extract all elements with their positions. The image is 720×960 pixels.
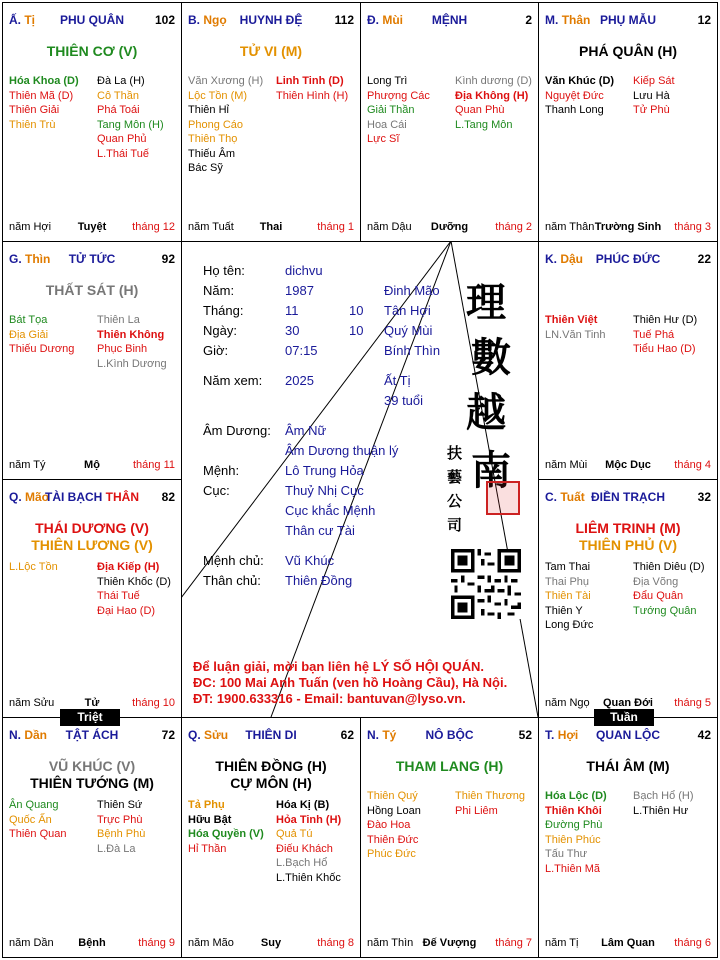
small-seal-text: 扶 藝 公 司	[447, 444, 463, 534]
minor-stars-left	[188, 798, 264, 856]
triet-tag: Triệt	[60, 709, 120, 726]
minor-star: Đẩu Quân	[633, 590, 684, 602]
label-ho-ten: Họ tên:	[203, 263, 245, 278]
palace-can: B.	[188, 13, 200, 27]
palace-footer	[367, 221, 532, 235]
footer-month: tháng 1	[317, 221, 354, 233]
palace-title: TỬ TỨC	[68, 252, 116, 266]
minor-star: Tam Thai	[545, 561, 591, 573]
palace-can: Ấ.	[9, 13, 21, 27]
tuan-tag: Tuần	[594, 709, 654, 726]
minor-star: Thai Phụ	[545, 575, 590, 588]
than-marker: THÂN	[105, 490, 139, 504]
minor-star: Phượng Các	[367, 89, 430, 102]
minor-star: Quốc Ấn	[9, 813, 52, 826]
main-star: THÁI DƯƠNG (V)	[35, 520, 149, 536]
main-star: CỰ MÔN (H)	[230, 775, 312, 791]
palace-can: Đ.	[367, 13, 379, 27]
palace-title: HUYNH ĐỆ	[239, 13, 303, 27]
palace-name	[539, 490, 717, 504]
palace-name	[182, 13, 360, 27]
palace-footer	[9, 459, 175, 473]
palace-footer	[9, 937, 175, 951]
minor-star: Hóa Kị (B)	[276, 799, 330, 811]
minor-star: Hồng Loan	[367, 804, 421, 817]
palace-cell-dau	[538, 241, 718, 480]
minor-star: Trực Phù	[97, 813, 143, 826]
footer-year: năm Thân	[545, 221, 595, 233]
palace-cell-suu	[181, 717, 361, 958]
minor-star: L.Bạch Hổ	[276, 857, 328, 869]
footer-phase: Đế Vượng	[422, 937, 477, 949]
minor-star: Tuế Phá	[633, 328, 675, 341]
value-gio-can-chi: Bính Thìn	[384, 343, 441, 358]
minor-stars-right	[633, 560, 705, 618]
minor-star: Địa Võng	[633, 575, 679, 588]
minor-star: Thiên Đức	[367, 833, 419, 846]
palace-number: 12	[697, 13, 711, 27]
palace-footer	[188, 937, 354, 951]
minor-star: L.Thiên Mã	[545, 862, 601, 875]
palace-chi: Mùi	[382, 13, 404, 27]
minor-star: Thiên Không	[97, 328, 165, 341]
value-thang-am: 10	[349, 303, 364, 318]
footer-phase: Dưỡng	[430, 221, 469, 233]
minor-stars-left	[9, 560, 58, 575]
palace-cell-hoi	[538, 717, 718, 958]
main-star: VŨ KHÚC (V)	[48, 758, 136, 774]
palace-name	[3, 728, 181, 742]
palace-can: Q.	[9, 490, 22, 504]
palace-footer	[367, 937, 532, 951]
minor-star: L.Kình Dương	[97, 357, 167, 370]
main-star: THIÊN ĐỒNG (H)	[215, 758, 327, 774]
minor-stars-right	[633, 789, 694, 818]
minor-star: Thiên La	[97, 314, 140, 326]
minor-star: Bát Tọa	[9, 314, 48, 326]
palace-chi: Mão	[25, 490, 50, 504]
minor-star: Thiên Trù	[9, 118, 56, 131]
contact-line-3: ĐT: 1900.633316 - Email: bantuvan@lyso.vn.	[193, 691, 466, 706]
footer-month: tháng 11	[132, 459, 175, 471]
value-thang-can-chi: Tân Hợi	[384, 303, 431, 318]
main-star: THIÊN CƠ (V)	[46, 43, 138, 59]
footer-month: tháng 8	[317, 937, 354, 949]
footer-month: tháng 12	[132, 221, 175, 233]
main-star: THÁI ÂM (M)	[586, 758, 670, 774]
qr-code-icon	[451, 549, 521, 619]
palace-number: 62	[340, 728, 354, 742]
value-nam-xem-can-chi: Ất Tị	[384, 373, 411, 388]
value-tuoi: 39 tuổi	[384, 393, 424, 408]
label-menh: Mệnh:	[203, 463, 240, 478]
footer-year: năm Dậu	[367, 221, 412, 233]
main-star: THẤT SÁT (H)	[45, 282, 139, 298]
palace-name	[3, 252, 181, 266]
minor-star: Lực Sĩ	[367, 133, 400, 145]
palace-number: 82	[161, 490, 175, 504]
minor-star: Địa Không (H)	[455, 89, 529, 102]
label-nam-xem: Năm xem:	[203, 373, 263, 388]
label-gio: Giờ:	[203, 343, 229, 358]
minor-star: Văn Khúc (D)	[545, 75, 615, 87]
palace-chi: Thân	[561, 13, 591, 27]
minor-star: Thiên Hình (H)	[276, 89, 349, 102]
calligraphy-logo: 理 數 越 南	[466, 279, 511, 494]
palace-chi: Sửu	[204, 728, 229, 742]
minor-star: Đường Phù	[545, 819, 603, 831]
palace-footer	[545, 221, 711, 235]
value-nam: 1987	[285, 283, 314, 298]
footer-phase: Mộ	[84, 459, 100, 471]
minor-star: L.Thiên Hư	[633, 804, 689, 817]
footer-year: năm Sửu	[9, 697, 55, 709]
main-star: TỬ VI (M)	[239, 43, 303, 59]
minor-star: Đà La (H)	[97, 75, 145, 87]
minor-stars-left	[9, 313, 74, 357]
palace-name	[182, 728, 360, 742]
value-cuc: Thuỷ Nhị Cục	[285, 483, 364, 498]
footer-year: năm Ngọ	[545, 697, 590, 709]
footer-month: tháng 6	[674, 937, 711, 949]
minor-star: Hữu Bật	[188, 813, 232, 826]
minor-star: Thiên Thọ	[188, 133, 238, 145]
palace-number: 92	[161, 252, 175, 266]
minor-star: Hóa Lộc (D)	[545, 790, 607, 802]
palace-name	[539, 13, 717, 27]
palace-cell-ngo	[181, 2, 361, 242]
footer-month: tháng 2	[495, 221, 532, 233]
footer-year: năm Tuất	[188, 221, 234, 233]
minor-star: Hỏa Tinh (H)	[276, 813, 342, 826]
minor-star: Địa Kiếp (H)	[97, 561, 160, 573]
footer-phase: Tuyệt	[77, 221, 107, 233]
palace-name	[539, 252, 717, 266]
minor-stars-left	[545, 789, 607, 876]
minor-stars-left	[9, 74, 79, 132]
minor-star: Quả Tú	[276, 828, 313, 840]
minor-star: Tang Môn (H)	[97, 118, 164, 131]
footer-month: tháng 9	[138, 937, 175, 949]
minor-star: LN.Văn Tinh	[545, 328, 606, 341]
red-seal-stamp	[486, 481, 520, 515]
palace-footer	[545, 937, 711, 951]
minor-star: Phong Cáo	[188, 118, 244, 131]
value-nam-can-chi: Đinh Mão	[384, 283, 440, 298]
value-menh: Lô Trung Hỏa	[285, 463, 364, 478]
palace-chi: Tị	[24, 13, 36, 27]
palace-chi: Ngọ	[203, 13, 227, 27]
value-ngay: 30	[285, 323, 300, 338]
footer-phase: Quan Đới	[603, 697, 653, 709]
minor-star: Thiên Thương	[455, 790, 526, 802]
minor-star: Thái Tuế	[97, 590, 140, 602]
footer-month: tháng 4	[674, 459, 711, 471]
palace-number: 2	[525, 13, 532, 27]
minor-star: Đại Hao (D)	[97, 604, 156, 617]
minor-star: Kiếp Sát	[633, 75, 675, 87]
main-star: THIÊN LƯƠNG (V)	[31, 537, 153, 553]
palace-number: 32	[697, 490, 711, 504]
palace-title: NÔ BỘC	[425, 728, 474, 742]
footer-year: năm Dần	[9, 937, 54, 949]
minor-stars-right	[97, 313, 167, 371]
palace-can: Q.	[188, 728, 201, 742]
minor-stars-right	[455, 789, 525, 818]
footer-phase: Lâm Quan	[601, 937, 655, 949]
value-gio: 07:15	[285, 343, 318, 358]
minor-star: Bệnh Phù	[97, 828, 146, 840]
minor-star: Thiên Quý	[367, 790, 418, 802]
value-menh-chu: Vũ Khúc	[285, 553, 335, 568]
footer-year: năm Tị	[545, 937, 579, 949]
minor-star: Tướng Quân	[633, 604, 697, 617]
minor-star: Long Đức	[545, 619, 594, 631]
footer-phase: Mộc Dục	[605, 459, 651, 471]
minor-stars-left	[188, 74, 263, 176]
minor-star: Bác Sỹ	[188, 162, 223, 174]
palace-number: 42	[697, 728, 711, 742]
chart-center	[181, 241, 538, 717]
palace-chi: Dậu	[560, 252, 584, 266]
minor-star: Thiên Tài	[545, 590, 591, 602]
label-ngay: Ngày:	[203, 323, 237, 338]
palace-chi: Thìn	[25, 252, 51, 266]
minor-star: Hóa Quyền (V)	[188, 828, 264, 840]
minor-star: L.Lộc Tồn	[9, 561, 58, 573]
minor-star: Thiên Hư (D)	[633, 314, 698, 326]
minor-star: Long Trì	[367, 75, 408, 87]
minor-stars-right	[633, 74, 675, 118]
main-star: PHÁ QUÂN (H)	[579, 43, 677, 59]
footer-month: tháng 5	[674, 697, 711, 709]
minor-stars-right	[97, 74, 164, 161]
minor-star: Hoa Cái	[367, 118, 407, 131]
label-nam: Năm:	[203, 283, 235, 298]
palace-number: 72	[161, 728, 175, 742]
palace-can: M.	[545, 13, 559, 27]
minor-star: Địa Giải	[9, 328, 49, 341]
minor-stars-left	[9, 798, 66, 842]
minor-star: Quan Phủ	[97, 133, 147, 145]
palace-cell-thin	[2, 241, 182, 480]
palace-can: G.	[9, 252, 22, 266]
label-am-duong: Âm Dương:	[203, 423, 271, 438]
minor-star: Lưu Hà	[633, 89, 670, 102]
palace-cell-tuat	[538, 479, 718, 718]
palace-cell-mao	[2, 479, 182, 718]
minor-star: Thiên Phúc	[545, 833, 601, 846]
palace-cell-dan	[2, 717, 182, 958]
palace-chi: Tuất	[560, 490, 585, 504]
minor-star: Thiên Khốc (D)	[97, 575, 171, 588]
value-thang: 11	[285, 303, 299, 318]
palace-title: PHỤ MẪU	[600, 13, 656, 27]
minor-star: L.Đà La	[97, 842, 136, 855]
value-am-duong-ly: Âm Dương thuận lý	[285, 443, 399, 458]
minor-star: L.Thiên Khốc	[276, 871, 341, 884]
minor-star: Phục Binh	[97, 343, 148, 355]
minor-star: Hóa Khoa (D)	[9, 75, 79, 87]
footer-phase: Suy	[260, 937, 282, 949]
minor-star: Quan Phù	[455, 104, 505, 116]
palace-chi: Tý	[382, 728, 397, 742]
minor-star: Thiếu Âm	[188, 147, 236, 160]
contact-line-1: Để luận giải, mời bạn liên hệ LÝ SỐ HỘI QUÁN.	[193, 659, 484, 674]
minor-star: Hỉ Thần	[188, 842, 227, 855]
palace-name	[3, 490, 181, 504]
footer-month: tháng 3	[674, 221, 711, 233]
palace-title: THIÊN DI	[245, 728, 297, 742]
minor-star: L.Thái Tuế	[97, 147, 149, 160]
minor-star: Tả Phụ	[188, 799, 225, 811]
minor-star: Phúc Đức	[367, 848, 416, 860]
minor-star: Tiểu Hao (D)	[633, 343, 696, 355]
palace-can: T.	[545, 728, 555, 742]
value-ho-ten: dichvu	[285, 263, 323, 278]
palace-name	[539, 728, 717, 742]
label-cuc: Cục:	[203, 483, 230, 498]
minor-star: Tấu Thư	[545, 848, 588, 860]
minor-star: Thiên Sứ	[97, 799, 143, 811]
value-than-cu: Thân cư Tài	[285, 523, 355, 538]
palace-name	[361, 13, 538, 27]
minor-stars-right	[276, 798, 341, 885]
main-star: LIÊM TRINH (M)	[575, 520, 681, 536]
palace-title: ĐIỀN TRẠCH	[591, 490, 665, 504]
label-than-chu: Thân chủ:	[203, 573, 261, 588]
minor-star: Điếu Khách	[276, 842, 333, 855]
footer-phase: Bệnh	[78, 937, 106, 949]
minor-star: Ân Quang	[9, 799, 59, 811]
palace-can: N.	[9, 728, 21, 742]
palace-title: PHÚC ĐỨC	[595, 252, 661, 266]
minor-star: Thanh Long	[545, 104, 604, 116]
main-star: THIÊN PHỦ (V)	[579, 537, 677, 553]
palace-cell-ti	[2, 2, 182, 242]
minor-star: Thiên Khôi	[545, 804, 602, 817]
minor-star: Thiếu Dương	[9, 343, 75, 355]
minor-star: Phá Toái	[97, 104, 140, 116]
palace-footer	[9, 221, 175, 235]
palace-number: 102	[154, 13, 175, 27]
minor-stars-left	[545, 560, 593, 633]
palace-number: 22	[697, 252, 711, 266]
palace-title: QUAN LỘC	[596, 728, 660, 742]
minor-star: Thiên Mã (D)	[9, 89, 74, 102]
minor-stars-right	[633, 313, 697, 357]
palace-chi: Hợi	[557, 728, 579, 742]
palace-title: PHU QUÂN	[59, 13, 124, 27]
footer-year: năm Thìn	[367, 937, 414, 949]
minor-star: Thiên Diêu (D)	[633, 561, 705, 573]
palace-footer	[188, 221, 354, 235]
minor-stars-left	[367, 74, 430, 147]
minor-star: Bạch Hổ (H)	[633, 790, 694, 802]
footer-month: tháng 10	[132, 697, 175, 709]
palace-number: 52	[518, 728, 532, 742]
footer-year: năm Mão	[188, 937, 234, 949]
value-nam-xem: 2025	[285, 373, 314, 388]
minor-star: Linh Tinh (D)	[276, 75, 344, 87]
footer-phase: Trường Sinh	[594, 221, 662, 233]
footer-year: năm Mùi	[545, 459, 588, 471]
footer-phase: Thai	[259, 221, 283, 233]
value-cuc-khac-menh: Cục khắc Mệnh	[285, 503, 376, 518]
minor-stars-left	[367, 789, 421, 862]
minor-star: Đào Hoa	[367, 819, 411, 831]
palace-name	[361, 728, 538, 742]
palace-chi: Dần	[24, 728, 48, 742]
palace-cell-mui	[360, 2, 539, 242]
minor-stars-right	[97, 798, 145, 856]
minor-star: Lộc Tồn (M)	[188, 89, 248, 102]
palace-can: C.	[545, 490, 557, 504]
palace-can: N.	[367, 728, 379, 742]
palace-can: K.	[545, 252, 557, 266]
minor-star: Phi Liêm	[455, 804, 498, 817]
palace-cell-ty	[360, 717, 539, 958]
minor-star: Văn Xương (H)	[188, 75, 264, 87]
palace-number: 112	[334, 13, 354, 27]
main-star: THAM LANG (H)	[395, 758, 504, 774]
footer-month: tháng 7	[495, 937, 532, 949]
value-ngay-am: 10	[349, 323, 364, 338]
minor-star: Tử Phù	[633, 104, 670, 116]
label-menh-chu: Mệnh chủ:	[203, 553, 264, 568]
minor-star: Thiên Quan	[9, 828, 67, 840]
value-am-duong: Âm Nữ	[285, 423, 327, 438]
footer-phase: Tử	[84, 697, 100, 709]
label-thang: Tháng:	[203, 303, 244, 318]
palace-title: TẬT ÁCH	[65, 728, 119, 742]
value-than-chu: Thiên Đồng	[285, 573, 353, 588]
minor-stars-left	[545, 74, 614, 118]
minor-star: Giải Thần	[367, 104, 415, 116]
value-ngay-can-chi: Quý Mùi	[384, 323, 433, 338]
palace-title: TÀI BẠCH	[45, 490, 103, 504]
minor-star: Thiên Y	[545, 604, 583, 617]
palace-title: MỆNH	[431, 13, 468, 27]
minor-stars-right	[276, 74, 348, 103]
minor-star: Nguyệt Đức	[545, 89, 604, 102]
minor-star: Kình dương (D)	[455, 75, 532, 87]
footer-year: năm Tý	[9, 459, 46, 471]
minor-star: L.Tang Môn	[455, 118, 513, 131]
contact-line-2: ĐC: 100 Mai Anh Tuấn (ven hồ Hoàng Cầu), Hà Nội.	[193, 675, 508, 690]
footer-year: năm Hợi	[9, 221, 52, 233]
minor-star: Thiên Giải	[9, 104, 60, 116]
minor-stars-right	[97, 560, 171, 618]
minor-stars-left	[545, 313, 606, 342]
minor-stars-right	[455, 74, 532, 132]
minor-star: Thiên Việt	[545, 314, 598, 326]
main-star: THIÊN TƯỚNG (M)	[30, 775, 154, 791]
minor-star: Cô Thần	[97, 89, 139, 102]
minor-star: Thiên Hỉ	[188, 104, 229, 116]
palace-footer	[545, 459, 711, 473]
palace-cell-than	[538, 2, 718, 242]
